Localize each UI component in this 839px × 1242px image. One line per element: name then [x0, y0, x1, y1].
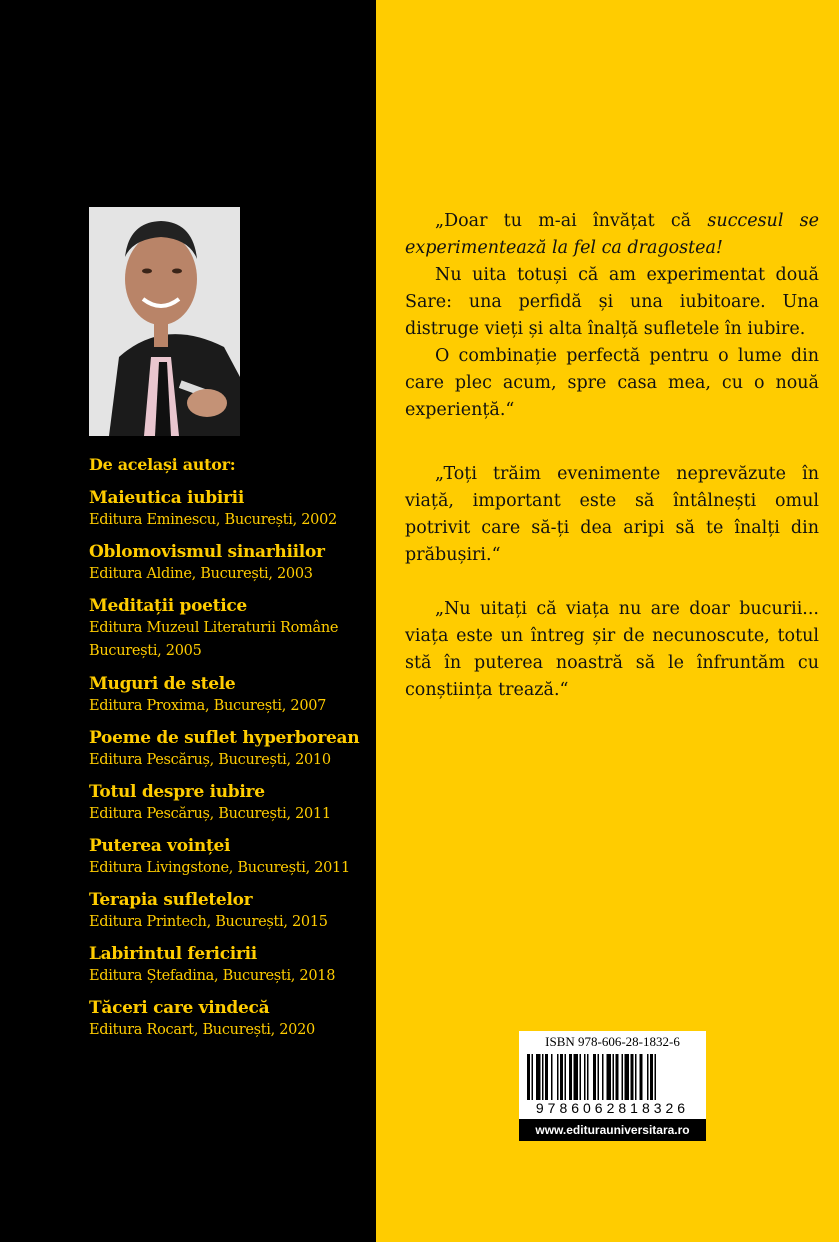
quote-paragraph: O combinație perfectă pentru o lume din care plec acum, spre casa mea, cu o nouă experiență.“: [405, 346, 819, 420]
book-publisher: Editura Livingstone, București, 2011: [89, 860, 350, 876]
barcode-bar: [616, 1054, 619, 1100]
barcode-bar: [542, 1054, 544, 1100]
barcode-bar: [557, 1054, 559, 1100]
book-title: Totul despre iubire: [89, 782, 265, 802]
book-publisher: Editura Ștefadina, București, 2018: [89, 968, 336, 984]
book-title: Muguri de stele: [89, 674, 236, 694]
barcode-bar: [536, 1054, 541, 1100]
quote-block-2: [405, 461, 819, 569]
quote-paragraph: Nu uita totuși că am experimentat două Sare: una perfidă și una iubitoare. Una distruge vieți și alta înalță sufletele în iubire.: [405, 265, 819, 339]
barcode-bar: [569, 1054, 572, 1100]
barcode-bar: [551, 1054, 553, 1100]
barcode-bar: [640, 1054, 643, 1100]
book-title: Poeme de suflet hyperborean: [89, 728, 360, 748]
left-panel: [0, 0, 376, 1242]
list-item: [89, 781, 371, 835]
barcode-icon: [525, 1054, 700, 1100]
barcode-bar: [598, 1054, 600, 1100]
barcode-bar: [580, 1054, 582, 1100]
barcode-bar: [602, 1054, 604, 1100]
book-publisher: Editura Aldine, București, 2003: [89, 566, 313, 582]
quote-block-1: [405, 208, 819, 424]
list-item: [89, 727, 371, 781]
barcode-bar: [635, 1054, 637, 1100]
barcode-bar: [565, 1054, 567, 1100]
books-heading: De același autor:: [89, 455, 236, 474]
list-item: [89, 943, 371, 997]
book-publisher: Editura Eminescu, București, 2002: [89, 512, 337, 528]
quote-text: „Doar tu m-ai învățat că: [435, 211, 708, 231]
barcode-bar: [622, 1054, 624, 1100]
isbn-barcode-box: [519, 1031, 706, 1141]
list-item: [89, 595, 371, 673]
book-title: Terapia sufletelor: [89, 890, 253, 910]
barcode-bar: [545, 1054, 548, 1100]
barcode-digits: 9786062818326: [535, 1100, 690, 1116]
quote-block-3: [405, 596, 819, 704]
book-title: Labirintul fericirii: [89, 944, 257, 964]
barcode-bar: [560, 1054, 563, 1100]
list-item: [89, 541, 371, 595]
isbn-label: ISBN 978-606-28-1832-6: [545, 1034, 680, 1049]
barcode-bar: [647, 1054, 649, 1100]
barcode-bar: [574, 1054, 579, 1100]
barcode-bar: [584, 1054, 586, 1100]
quote-emphasis: succesul se experimentează la fel ca dragostea!: [405, 211, 819, 258]
barcode-bar: [587, 1054, 589, 1100]
barcode-bar: [625, 1054, 630, 1100]
author-photo: [89, 207, 240, 436]
barcode-bar: [527, 1054, 530, 1100]
list-item: [89, 487, 371, 541]
barcode-bar: [593, 1054, 596, 1100]
book-title: Oblomovismul sinarhiilor: [89, 542, 325, 562]
book-title: Puterea voinței: [89, 836, 231, 856]
book-publisher: Editura Pescăruș, București, 2010: [89, 752, 331, 768]
quote-paragraph: [405, 208, 819, 262]
book-publisher: Editura Proxima, București, 2007: [89, 698, 327, 714]
book-title: Maieutica iubirii: [89, 488, 244, 508]
publisher-website: www.editurauniversitara.ro: [519, 1119, 706, 1141]
barcode-bar: [607, 1054, 612, 1100]
list-item: [89, 997, 371, 1051]
book-title: Meditații poetice: [89, 596, 247, 616]
author-portrait-icon: [89, 207, 240, 436]
barcode-bar: [631, 1054, 634, 1100]
book-publisher: Editura Rocart, București, 2020: [89, 1022, 315, 1038]
list-item: [89, 673, 371, 727]
book-publisher: Editura Pescăruș, București, 2011: [89, 806, 331, 822]
barcode-bar: [655, 1054, 657, 1100]
books-list: [89, 487, 371, 1051]
quote-paragraph: „Nu uitați că viața nu are doar bucurii... viața este un întreg șir de necunoscute, totul stă în puterea noastră să le înfruntăm cu conștiința trează.“: [405, 599, 819, 700]
book-publisher: Editura Muzeul Literaturii Române București, 2005: [89, 620, 339, 659]
book-title: Tăceri care vindecă: [89, 998, 270, 1018]
barcode-bar: [650, 1054, 653, 1100]
barcode-bar: [532, 1054, 534, 1100]
quote-paragraph: „Toți trăim evenimente neprevăzute în viață, important este să întâlnești omul potrivit care să-ți dea aripi să te înalți din prăbușiri.“: [405, 464, 819, 565]
list-item: [89, 835, 371, 889]
barcode-bar: [613, 1054, 615, 1100]
list-item: [89, 889, 371, 943]
book-publisher: Editura Printech, București, 2015: [89, 914, 328, 930]
